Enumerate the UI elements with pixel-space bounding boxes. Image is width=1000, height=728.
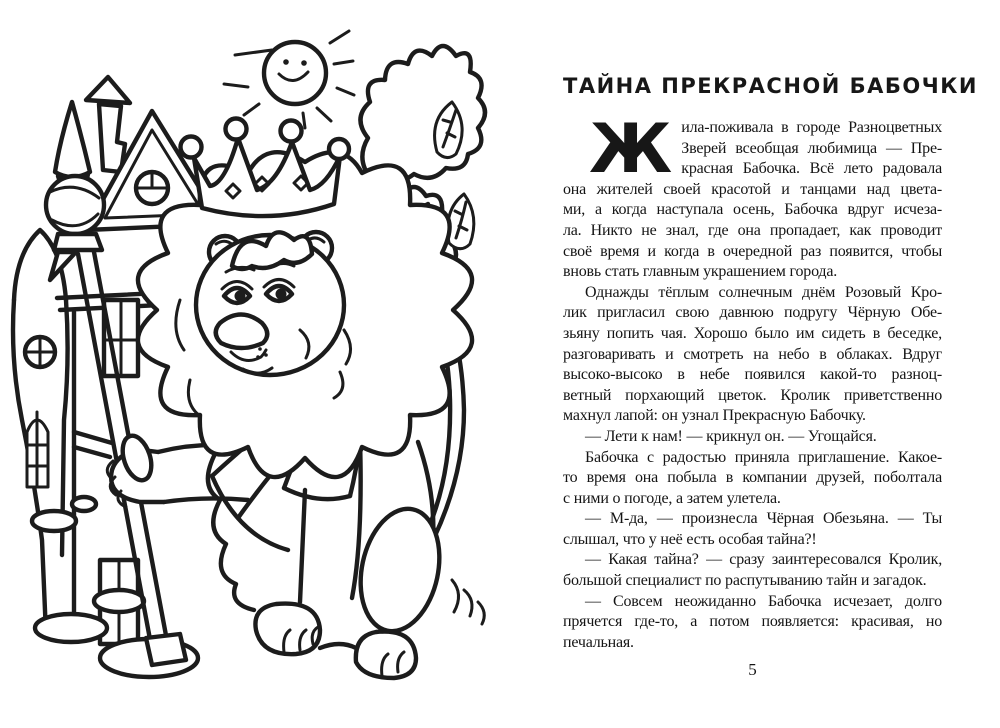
text-line: ила-поживала в городе Разноцветных	[681, 119, 942, 136]
drop-cap: Ж	[589, 110, 673, 189]
story-text	[563, 110, 942, 653]
paragraph	[563, 550, 942, 591]
paragraph	[563, 110, 942, 283]
text-line: лик пригласил свою давнюю подругу Чёрную Обе-	[563, 304, 942, 322]
text-line: Бабочка с радостью приняла приглашение. Какое-	[585, 448, 942, 466]
text-line: Зверей всеобщая любимица — Пре-	[681, 139, 942, 157]
text-line: ла. Никто не знал, где она пропадает, как проводит	[563, 221, 942, 239]
text-line: она жителей своей красотой и танцами над цвета-	[563, 180, 942, 198]
text-line: Однажды тёплым солнечным днём Розовый Кро-	[585, 283, 942, 301]
tower	[13, 230, 68, 634]
text-line: своё время и когда в очередной раз появится, чтобы	[563, 242, 942, 260]
sun-icon	[224, 31, 354, 128]
text-line: — Лети к нам! — крикнул он. — Угощайся.	[585, 427, 877, 445]
text-line: ветный порхающий цветок. Кролик приветственно	[563, 386, 942, 404]
paragraph	[563, 509, 942, 550]
text-line: красная Бабочка. Всё лето радовала	[681, 160, 942, 178]
paragraph	[563, 592, 942, 654]
text-line: высоко-высоко в небе появился какой-то разноц-	[563, 366, 942, 384]
page-number: 5	[748, 660, 757, 679]
paragraph	[563, 427, 942, 448]
lion-face	[196, 232, 344, 375]
text-line: махнул лапой: он узнал Прекрасную Бабочку.	[563, 407, 866, 425]
text-line: — Совсем неожиданно Бабочка исчезает, долго	[585, 592, 942, 610]
page-title: ТАЙНА ПРЕКРАСНОЙ БАБОЧКИ	[563, 74, 978, 98]
text-line: слышал, что у неё есть особая тайна?!	[563, 530, 817, 548]
text-line: то время она побыла в компании друзей, поболтала	[563, 469, 942, 487]
text-line: печальная.	[563, 633, 634, 651]
text-line: с ними о погоде, а затем улетела.	[563, 489, 781, 507]
text-column	[563, 0, 978, 653]
paragraph	[563, 448, 942, 510]
text-line: — М-да, — произнесла Чёрная Обезьяна. — Ты	[585, 510, 942, 528]
text-line: зьяну попить чая. Хорошо было им сидеть в беседке,	[563, 324, 942, 342]
text-line: вновь стать главным украшением города.	[563, 263, 838, 281]
text-line: — Какая тайна? — сразу заинтересовался Кролик,	[585, 551, 942, 569]
text-line: прячется где-то, а потом появляется: красивая, но	[563, 613, 942, 631]
text-line: большой специалист по распутыванию тайн и загадок.	[563, 572, 927, 590]
text-line: разговаривать и смотреть на небо в облаках. Вдруг	[563, 345, 942, 363]
text-line: ми, а когда наступала осень, Бабочка вдруг исчеза-	[563, 201, 942, 219]
paragraph	[563, 283, 942, 427]
